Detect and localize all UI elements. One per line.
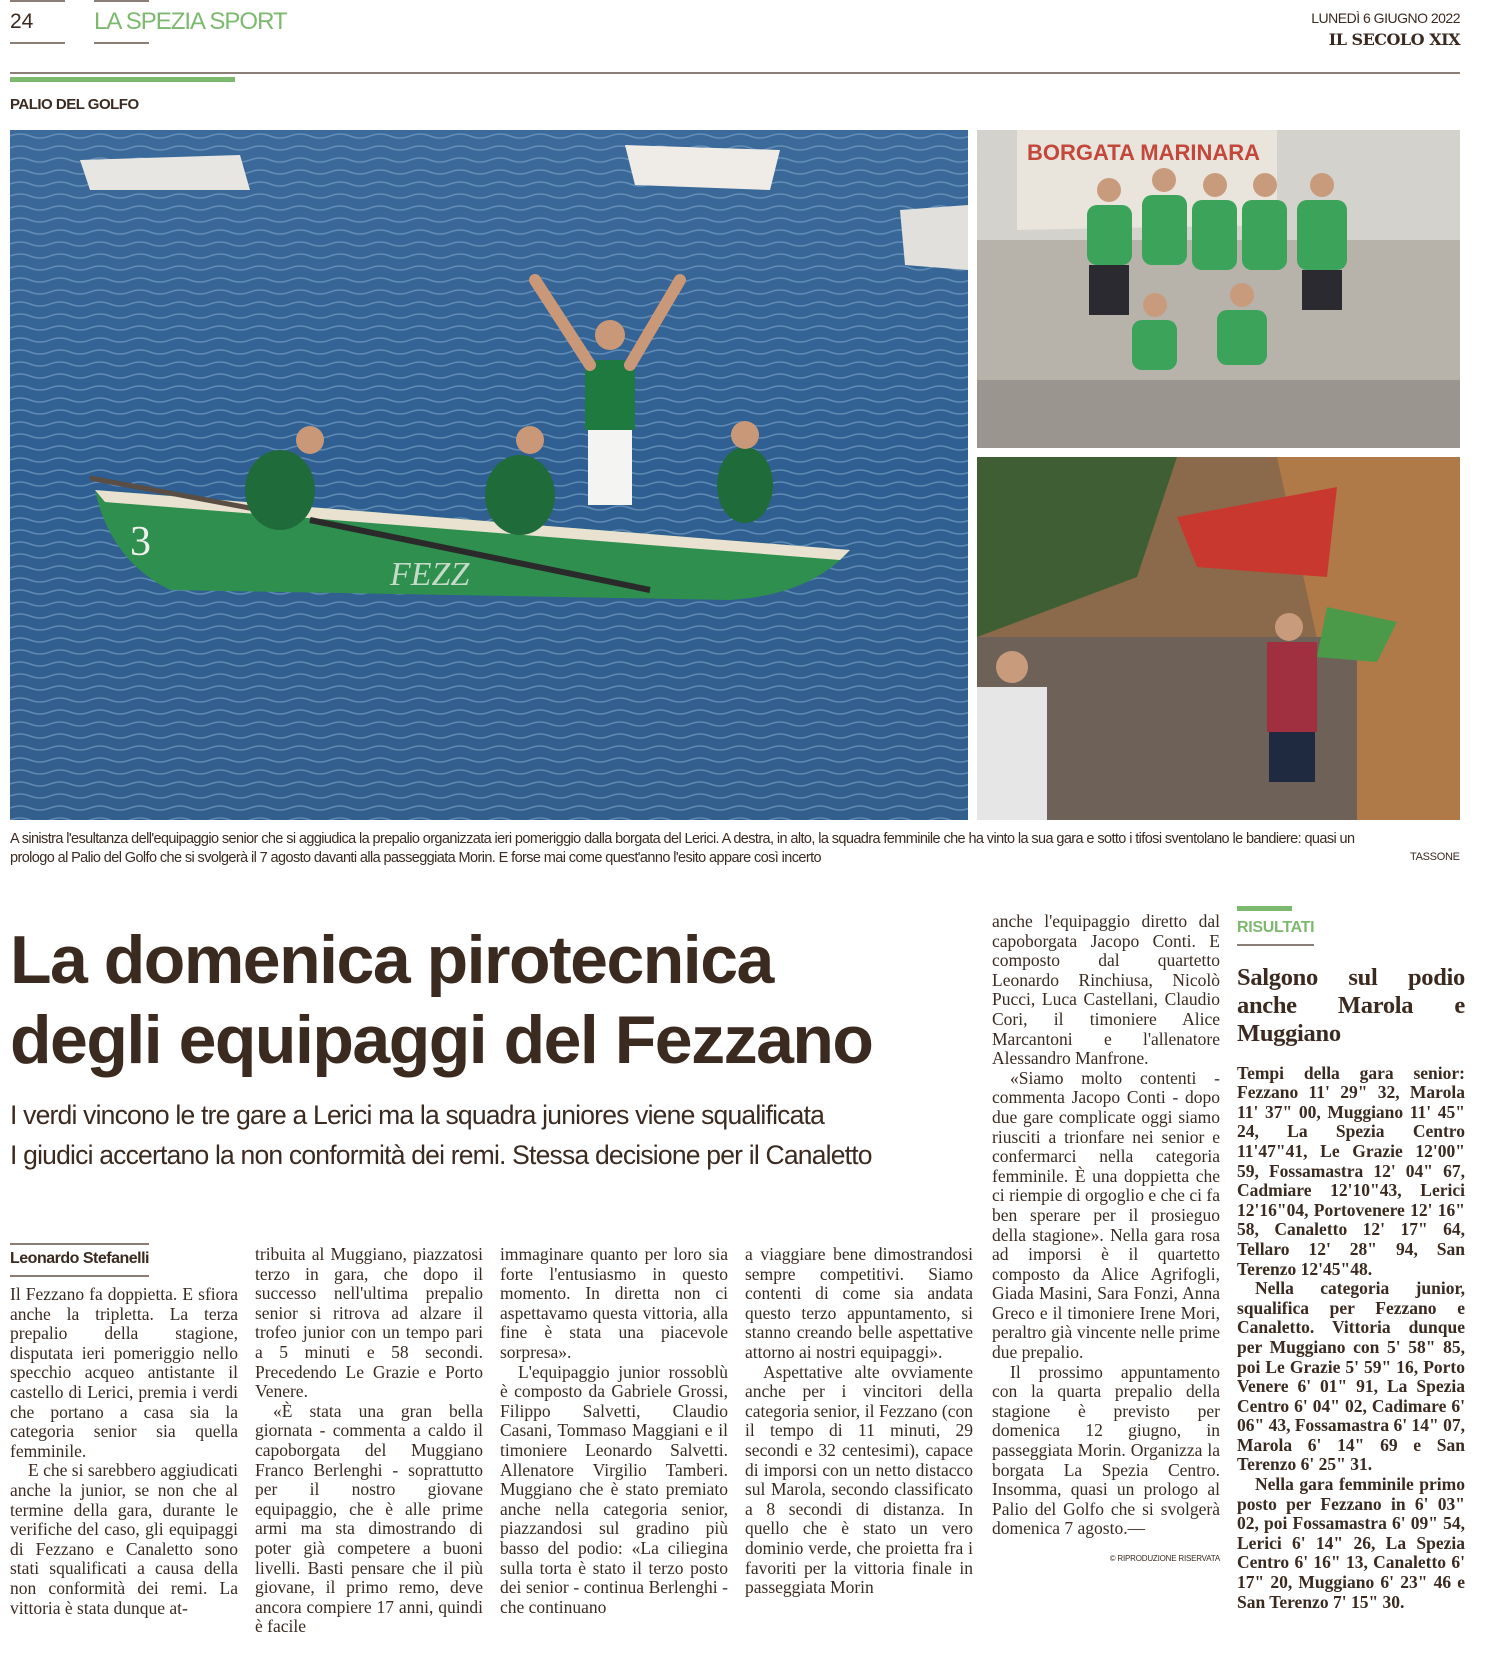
headline-line: La domenica pirotecnica xyxy=(10,922,773,998)
boat-number: 3 xyxy=(130,519,151,565)
headline-line: degli equipaggi del Fezzano xyxy=(10,1002,873,1078)
paragraph: L'equipaggio junior rossoblù è composto da Gabriele Grossi, Filippo Salvetti, Claudio Casani, Tommaso Maggiani e il timoniere Leonardo Salvetti. Allenatore Virgilio Tamberi. Muggiano che è stato premiato anche nella categoria senior, piazzandosi sul gradino più basso del podio: «La ciliegina sulla torta è stato il terzo posto dei senior - continua Berlenghi - che continuano xyxy=(500,1361,728,1617)
boat-lettering: FEZZ xyxy=(390,556,470,593)
divider xyxy=(94,0,149,2)
photo-credit: TASSONE xyxy=(1410,851,1460,863)
paragraph: Aspettative alte ovviamente anche per i vincitori della categoria senior, il Fezzano (con il tempo di 11 minuti, 29 secondi e 32 centesimi), capace di imporsi con un netto distacco sul Marola, secondo classificato a 8 secondi di distanza. In quello che è stato un vero dominio verde, che proietta fra i favoriti per la vittoria finale in passeggiata Morin xyxy=(745,1361,973,1598)
header-rule xyxy=(10,72,1460,74)
paragraph: Il Fezzano fa doppietta. E sfiora anche la tripletta. La terza prepalio della stagione, disputata ieri pomeriggio nello specchio acqueo antistante il castello di Lerici, premia i verdi che portano a casa sia la categoria senior sia quella femminile. xyxy=(10,1284,238,1461)
byline: Leonardo Stefanelli xyxy=(10,1243,149,1277)
divider xyxy=(10,0,65,2)
banner-lettering: BORGATA MARINARA xyxy=(1027,140,1261,165)
paragraph: anche l'equipaggio diretto dal capoborgata Jacopo Conti. E composto dal quartetto Leonardo Rinchiusa, Nicolò Pucci, Luca Castellani, Claudio Cori, il timoniere Alice Marcantoni e l'allenatore Alessandro Manfrone. xyxy=(992,911,1220,1069)
paragraph: Il prossimo appuntamento con la quarta prepalio della stagione è previsto per domenica 12 giugno, in passeggiata Morin. Organizza la borgata La Spezia Centro. Insomma, quasi un prologo al Palio del Golfo che si svolgerà domenica 7 agosto.— xyxy=(992,1361,1220,1539)
subhead-line: I giudici accertano la non conformità dei remi. Stessa decisione per il Canaletto xyxy=(10,1140,872,1170)
paragraph: «È stata una gran bella giornata - commenta a caldo il capoborgata del Muggiano Franco Berlenghi - soprattutto per il nostro giovane equipaggio, che è alle prime armi ma sta dimostrando di poter già competere a buoni livelli. Basti pensare che il più giovane, il primo remo, deve ancora compiere 17 anni, quindi è facile xyxy=(255,1400,483,1637)
headline xyxy=(10,920,990,1080)
masthead-logo: IL SECOLO XIX xyxy=(1328,30,1460,49)
paragraph: immaginare quanto per loro sia forte l'entusiasmo in questo momento. In diretta non ci aspettavamo questa vittoria, alla fine è stata una piacevole sorpresa». xyxy=(500,1244,728,1362)
results-label: RISULTATI xyxy=(1237,916,1314,946)
accent-bar xyxy=(1237,906,1292,911)
article-column-5 xyxy=(992,912,1220,1569)
paragraph: tribuita al Muggiano, piazzatosi terzo in gara, che dopo il successo nell'ultima prepalio senior si ritrova ad alzare il trofeo junior con un tempo pari a 5 minuti e 58 secondi. Precedendo Le Grazie e Porto Venere. xyxy=(255,1244,483,1402)
results-paragraph: Tempi della gara senior: Fezzano 11' 29" 32, Marola 11' 37" 00, Muggiano 11' 45" 24, La Spezia Centro 11'47"41, Le Grazie 12'00" 59, Fossamastra 12' 04" 67, Cadmiare 12'10"43, Lerici 12'16"04, Portovenere 12' 16" 58, Canaletto 12' 17" 64, Tellaro 12' 28" 94, San Terenzo 12'45"48. xyxy=(1237,1062,1465,1279)
photo-caption: A sinistra l'esultanza dell'equipaggio senior che si aggiudica la prepalio organizzata ieri pomeriggio dalla borgata del Lerici. A destra, in alto, la squadra femminile che ha vinto la sua gara e sotto i tifosi sventolano le bandiere: quasi un prologo al Palio del Golfo che si svolgerà il 7 agosto davanti alla passeggiata Morin. E forse mai come quest'anno l'esito appare così incerto xyxy=(10,831,1355,866)
results-box xyxy=(1237,916,1465,1612)
accent-bar xyxy=(10,77,235,82)
copyright-notice: © RIPRODUZIONE RISERVATA xyxy=(1109,1554,1220,1563)
page-number: 24 xyxy=(10,10,34,33)
divider xyxy=(94,42,149,44)
paragraph: a viaggiare bene dimostrandosi sempre competitivi. Siamo contenti di come sia andata questo terzo appuntamento, si stanno creando belle aspettative attorno ai nostri equipaggi». xyxy=(745,1244,973,1362)
article-column-3 xyxy=(500,1245,728,1617)
photo-women-team xyxy=(977,130,1460,448)
results-paragraph: Nella categoria junior, squalifica per Fezzano e Canaletto. Vittoria dunque per Muggiano con 5' 58" 85, poi Le Grazie 5' 59" 16, Porto Venere 6' 01" 91, La Spezia Centro 6' 04" 02, Cadimare 6' 06" 43, Fossamastra 6' 14" 07, Marola 6' 14" 69 e San Terenzo 6' 25" 31. xyxy=(1237,1278,1465,1475)
article-column-2 xyxy=(255,1245,483,1637)
photo-rowing-crew xyxy=(10,130,968,820)
results-paragraph: Nella gara femminile primo posto per Fezzano in 6' 03" 02, poi Fossamastra 6' 09" 54, Lerici 6' 14" 26, La Spezia Centro 6' 16" 13, Canaletto 6' 17" 20, Muggiano 6' 23" 46 e San Terenzo 7' 15" 30. xyxy=(1237,1474,1465,1612)
paragraph: «Siamo molto contenti - commenta Jacopo Conti - dopo due gare complicate oggi siamo riusciti a trionfare nei senior e confermarci nella categoria femminile. È una doppietta che ci riempie di orgoglio e che ci fa ben sperare per il prosieguo della stagione». Nella gara rosa ad imporsi è il quartetto composto da Alice Agrifogli, Giada Masini, Sara Fonzi, Anna Greco e il timoniere Irene Mori, peraltro già vincente nelle prime due prepalio. xyxy=(992,1067,1220,1363)
kicker: PALIO DEL GOLFO xyxy=(10,96,139,113)
divider xyxy=(10,42,65,44)
photo-fans-flags xyxy=(977,457,1460,820)
paragraph: E che si sarebbero aggiudicati anche la junior, se non che al termine della gara, durante le verifiche del caso, gli equipaggi di Fezzano e Canaletto sono stati squalificati a causa della non conformità dei remi. La vittoria è stata dunque at- xyxy=(10,1460,238,1618)
issue-date: LUNEDÌ 6 GIUGNO 2022 xyxy=(1311,10,1460,26)
article-column-1 xyxy=(10,1243,238,1618)
subhead-line: I verdi vincono le tre gare a Lerici ma la squadra juniores viene squalificata xyxy=(10,1100,825,1130)
article-column-4 xyxy=(745,1245,973,1598)
results-title: Salgono sul podio anche Marola e Muggiano xyxy=(1237,963,1465,1047)
section-title: LA SPEZIA SPORT xyxy=(94,8,287,35)
subheadline xyxy=(10,1095,990,1175)
